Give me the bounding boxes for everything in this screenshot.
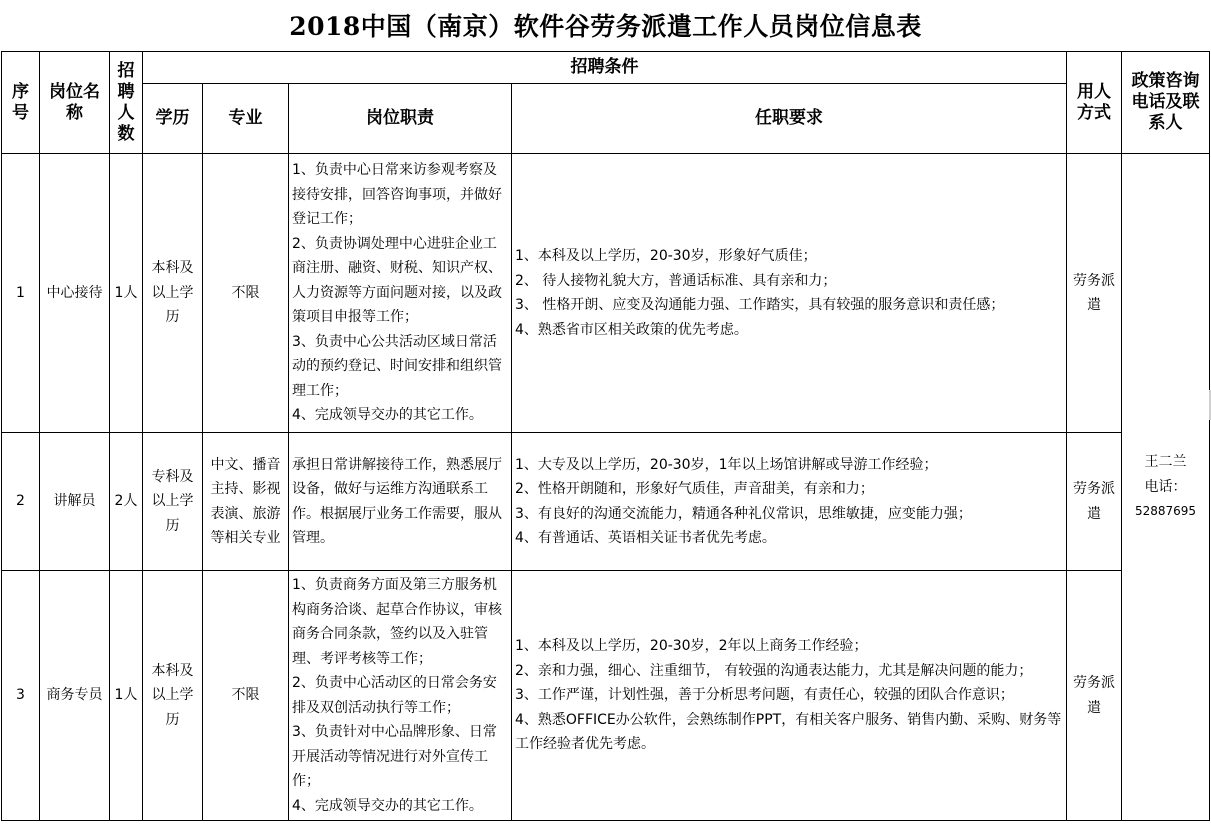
page-title: 2018中国（南京）软件谷劳务派遣工作人员岗位信息表 [289, 12, 922, 41]
contact-name: 王二兰 [1144, 454, 1187, 471]
row-requirements: 1、大专及以上学历，20-30岁，1年以上场馆讲解或导游工作经验； 2、性格开朗随和，形象好气质佳，声音甜美，有亲和力； 3、有良好的沟通交流能力，精通各种礼仪常识，思维敏捷，应变能力强； 4、有普通话、英语相关证书者优先考虑。 [512, 433, 1067, 571]
row-count: 2人 [110, 433, 143, 571]
row-major: 不限 [203, 571, 289, 821]
contact-phone: 52887695 [1134, 504, 1197, 519]
table-row [2, 571, 1210, 821]
header-duties: 岗位职责 [289, 84, 512, 154]
row-employment: 劳务派遣 [1067, 571, 1122, 821]
job-info-table [1, 51, 1210, 821]
row-seq: 3 [2, 571, 40, 821]
row-employment: 劳务派遣 [1067, 433, 1122, 571]
row-duties: 1、负责中心日常来访参观考察及接待安排，回答咨询事项，并做好登记工作； 2、负责协调处理中心进驻企业工商注册、融资、财税、知识产权、人力资源等方面问题对接，以及政策项目申报等工作； 3、负责中心公共活动区域日常活动的预约登记、时间安排和组织管理工作； 4、完成领导交办的其它工作。 [289, 154, 512, 433]
header-contact: 政策咨询电话及联系人 [1122, 52, 1210, 154]
row-position: 中心接待 [40, 154, 110, 433]
header-employment: 用人方式 [1067, 52, 1122, 154]
row-major: 中文、播音主持、影视表演、旅游等相关专业 [203, 433, 289, 571]
row-position: 商务专员 [40, 571, 110, 821]
row-requirements: 1、本科及以上学历，20-30岁，形象好气质佳； 2、 待人接物礼貌大方，普通话标准、具有亲和力； 3、 性格开朗、应变及沟通能力强、工作踏实，具有较强的服务意识和责任感； 4、熟悉省市区相关政策的优先考虑。 [512, 154, 1067, 433]
contact-phone-label: 电话： [1144, 478, 1187, 495]
row-requirements: 1、本科及以上学历，20-30岁，2年以上商务工作经验； 2、亲和力强，细心、注重细节， 有较强的沟通表达能力，尤其是解决问题的能力； 3、工作严谨，计划性强，善于分析思考问题，有责任心，较强的团队合作意识； 4、熟悉OFFICE办公软件，会熟练制作PPT，有相关客户服务、销售内勤、采购、财务等工作经验者优先考虑。 [512, 571, 1067, 821]
row-position: 讲解员 [40, 433, 110, 571]
header-seq: 序号 [2, 52, 40, 154]
table-row [2, 154, 1210, 433]
row-major: 不限 [203, 154, 289, 433]
header-position: 岗位名称 [40, 52, 110, 154]
header-requirements: 任职要求 [512, 84, 1067, 154]
row-duties: 1、负责商务方面及第三方服务机构商务洽谈、起草合作协议，审核商务合同条款，签约以及入驻管理、考评考核等工作； 2、负责中心活动区的日常会务安排及双创活动执行等工作； 3、负责针对中心品牌形象、日常开展活动等情况进行对外宣传工作； 4、完成领导交办的其它工作。 [289, 571, 512, 821]
header-major: 专业 [203, 84, 289, 154]
row-duties: 承担日常讲解接待工作，熟悉展厅设备，做好与运维方沟通联系工作。根据展厅业务工作需要，服从管理。 [289, 433, 512, 571]
row-seq: 2 [2, 433, 40, 571]
row-employment: 劳务派遣 [1067, 154, 1122, 433]
header-education: 学历 [143, 84, 203, 154]
row-education: 本科及以上学历 [143, 571, 203, 821]
contact-cell [1122, 154, 1210, 821]
header-conditions: 招聘条件 [143, 52, 1067, 84]
row-seq: 1 [2, 154, 40, 433]
row-education: 本科及以上学历 [143, 154, 203, 433]
row-count: 1人 [110, 571, 143, 821]
row-education: 专科及以上学历 [143, 433, 203, 571]
header-count: 招聘人数 [110, 52, 143, 154]
table-row [2, 433, 1210, 571]
row-count: 1人 [110, 154, 143, 433]
